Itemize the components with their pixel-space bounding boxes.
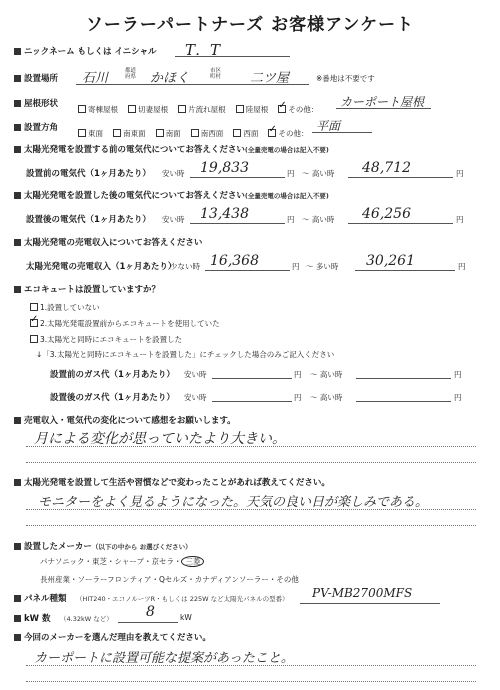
range-sep: 〜 多い時 <box>306 262 339 271</box>
maker-option[interactable]: ソーラーフロンティア <box>77 575 152 584</box>
sell-question: 太陽光発電の売電収入についてお答えください <box>14 236 202 248</box>
yen: 円 <box>294 370 302 379</box>
maker-option[interactable]: 長州産業 <box>40 575 70 584</box>
elec-after-low-label: 安い時 <box>162 215 185 224</box>
direction-option[interactable]: 東面 <box>78 128 103 139</box>
direction-label: 設置方角 <box>14 121 58 133</box>
change-answer[interactable]: モニターをよく見るようになった。天気の良い日が楽しみである。 <box>38 495 429 510</box>
elec-after-question: 太陽光発電を設置した後の電気代についてお答えください(全量売電の場合は記入不要) <box>14 189 329 201</box>
maker-option[interactable]: その他 <box>276 575 299 584</box>
impression-question: 売電収入・電気代の変化について感想をお願いします。 <box>14 414 236 426</box>
maker-option[interactable]: 東芝 <box>91 557 107 566</box>
yen: 円 <box>458 262 466 271</box>
maker-option[interactable]: カナディアンソーラー <box>194 575 269 584</box>
maker-option-selected[interactable]: 三菱 <box>181 556 204 567</box>
location-label: 設置場所 <box>14 72 58 84</box>
roof-option[interactable]: 片流れ屋根 <box>178 104 226 115</box>
maker-question: 設置したメーカー（以下の中から お選びください） <box>14 540 192 552</box>
maker-row-2: 長州産業・ソーラーフロンティア・Qセルズ・カナディアンソーラー・その他 <box>40 575 299 584</box>
city-suffix: 市区 町村 <box>210 68 222 80</box>
elec-before-low-value[interactable]: 19,833 <box>200 160 249 176</box>
yen: 円 <box>292 262 300 271</box>
roof-label: 屋根形状 <box>14 97 58 109</box>
elec-before-label: 設置前の電気代（1ヶ月あたり） <box>26 169 151 179</box>
yen: 円 <box>454 393 462 402</box>
kw-unit: kW <box>180 613 192 622</box>
page-title: ソーラーパートナーズ お客様アンケート <box>85 15 415 35</box>
elec-before-question: 太陽光発電を設置する前の電気代についてお答えください(全量売電の場合は記入不要) <box>14 143 329 155</box>
yen: 円 <box>287 169 295 178</box>
ecocute-option-2[interactable]: ✓2.太陽光発電設置前からエコキュートを使用していた <box>30 318 220 329</box>
direction-option[interactable]: 南面 <box>156 128 181 139</box>
direction-options <box>78 121 313 140</box>
sell-high-value[interactable]: 30,261 <box>366 253 415 269</box>
panel-value[interactable]: PV-MB2700MFS <box>312 586 413 600</box>
yen: 円 <box>456 215 464 224</box>
direction-option-other[interactable]: ✓ その他： <box>268 128 308 139</box>
range-sep: 〜 高い時 <box>310 393 343 402</box>
kw-label: kW 数 <box>14 612 51 624</box>
roof-option[interactable]: 切妻屋根 <box>128 104 168 115</box>
range-sep: 〜 高い時 <box>302 169 335 178</box>
ecocute-note: ↓「3.太陽光と同時にエコキュートを設置した」にチェックした場合のみご記入ください <box>36 350 335 359</box>
maker-option[interactable]: シャープ <box>114 557 144 566</box>
elec-before-high-value[interactable]: 48,712 <box>362 160 411 176</box>
gas-after-low-label: 安い時 <box>184 393 207 402</box>
kw-value[interactable]: 8 <box>146 604 155 620</box>
prefecture-suffix: 都道 府県 <box>125 68 137 80</box>
sell-low-value[interactable]: 16,368 <box>210 253 259 269</box>
reason-answer[interactable]: カーポートに設置可能な提案があったこと。 <box>34 651 294 666</box>
yen: 円 <box>454 370 462 379</box>
range-sep: 〜 高い時 <box>302 215 335 224</box>
elec-before-low-label: 安い時 <box>162 169 185 178</box>
elec-after-low-value[interactable]: 13,438 <box>200 206 249 222</box>
kw-note: （4.32kW など） <box>60 615 113 623</box>
roof-other-value[interactable]: カーポート屋根 <box>340 95 425 109</box>
sell-low-label: 少ない時 <box>170 262 200 271</box>
roof-option-other[interactable]: ✓ その他： <box>278 104 318 115</box>
roof-options <box>78 97 323 116</box>
city-value[interactable]: かほく <box>150 71 190 86</box>
nickname-label: ニックネーム もしくは イニシャル <box>14 45 157 57</box>
range-sep: 〜 高い時 <box>310 370 343 379</box>
panel-note: （HIT240・エコノルーツR・もしくは 225W など太陽光パネルの型番） <box>76 595 289 603</box>
yen: 円 <box>287 215 295 224</box>
town-value[interactable]: 二ツ屋 <box>250 71 290 86</box>
maker-row-1: パナソニック・東芝・シャープ・京セラ・ 三菱 <box>40 556 204 567</box>
elec-after-label: 設置後の電気代（1ヶ月あたり） <box>26 215 151 225</box>
gas-before-low-label: 安い時 <box>184 370 207 379</box>
reason-question: 今回のメーカーを選んだ理由を教えてください。 <box>14 631 211 643</box>
roof-option[interactable]: 陸屋根 <box>236 104 269 115</box>
yen: 円 <box>294 393 302 402</box>
yen: 円 <box>456 169 464 178</box>
maker-option[interactable]: 京セラ <box>151 557 174 566</box>
nickname-value[interactable]: T．T <box>185 41 221 59</box>
elec-after-high-value[interactable]: 46,256 <box>362 206 411 222</box>
sell-label: 太陽光発電の売電収入（1ヶ月あたり） <box>26 262 177 272</box>
gas-after-label: 設置後のガス代（1ヶ月あたり） <box>50 393 175 403</box>
change-question: 太陽光発電を設置して生活や習慣などで変わったことがあれば教えてください。 <box>14 476 330 488</box>
impression-answer[interactable]: 月による変化が思っていたより大きい。 <box>34 431 286 447</box>
prefecture-value[interactable]: 石川 <box>82 71 109 86</box>
direction-option[interactable]: 南東面 <box>113 128 146 139</box>
direction-other-value[interactable]: 平面 <box>316 119 341 133</box>
direction-option[interactable]: 西面 <box>233 128 258 139</box>
roof-option[interactable]: 寄棟屋根 <box>78 104 118 115</box>
ecocute-option-1[interactable]: 1.設置していない <box>30 302 100 313</box>
location-note: ※番地は不要です <box>316 74 375 83</box>
maker-option[interactable]: Qセルズ <box>159 575 188 584</box>
gas-before-label: 設置前のガス代（1ヶ月あたり） <box>50 370 175 380</box>
ecocute-option-3[interactable]: 3.太陽光と同時にエコキュートを設置した <box>30 334 182 345</box>
panel-label: パネル種類 <box>14 592 67 604</box>
maker-option[interactable]: パナソニック <box>40 557 85 566</box>
ecocute-question: エコキュートは設置していますか？ <box>14 283 160 295</box>
direction-option[interactable]: 南西面 <box>191 128 224 139</box>
